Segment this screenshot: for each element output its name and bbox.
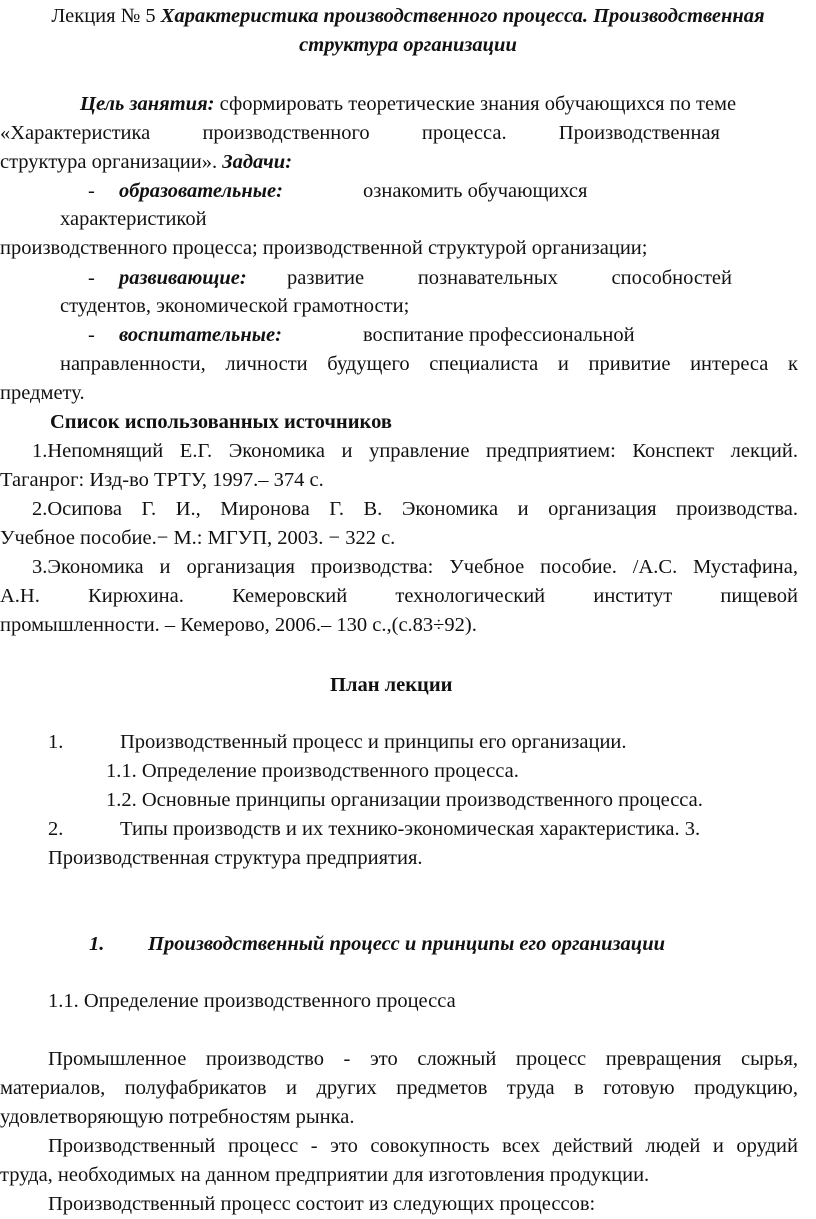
plan-item1-num: 1. bbox=[48, 731, 64, 753]
plan-sub2: 1.2. Основные принципы организации производственного процесса. bbox=[106, 789, 703, 811]
p1-line2: материалов, полуфабрикатов и других предметов труда в готовую продукцию, bbox=[0, 1077, 798, 1099]
lecture-header bbox=[0, 2, 816, 30]
tasks-label: Задачи: bbox=[222, 151, 293, 173]
plan-heading: План лекции bbox=[330, 674, 453, 696]
source2-line1: 2.Осипова Г. И., Миронова Г. В. Экономика и организация производства. bbox=[32, 498, 798, 520]
lecture-title-line2: структура организации bbox=[299, 34, 517, 56]
section1-title: Производственный процесс и принципы его организации bbox=[148, 933, 666, 955]
plan-item1-text: Производственный процесс и принципы его организации. bbox=[120, 731, 627, 753]
plan-item2-text: Типы производств и их технико-экономическая характеристика. 3. bbox=[120, 818, 701, 840]
task3-text1: воспитание профессиональной bbox=[363, 324, 635, 346]
plan-item2-num: 2. bbox=[48, 818, 64, 840]
source3-line2: А.Н. Кирюхина. Кемеровский технологический институт пищевой bbox=[0, 585, 798, 607]
p1-line1: Промышленное производство - это сложный процесс превращения сырья, bbox=[48, 1048, 798, 1070]
plan-sub1: 1.1. Определение производственного процесса. bbox=[106, 760, 519, 782]
task2-label: развивающие: bbox=[119, 267, 247, 289]
p2-line2: труда, необходимых на данном предприятии для изготовления продукции. bbox=[0, 1164, 650, 1186]
task3-label: воспитательные: bbox=[119, 324, 282, 346]
task2-text2: студентов, экономической грамотности; bbox=[60, 295, 410, 317]
goal-label: Цель занятия: bbox=[80, 93, 215, 115]
p2-line1: Производственный процесс - это совокупность всех действий людей и орудий bbox=[48, 1135, 798, 1157]
lecture-prefix: Лекция № 5 bbox=[51, 5, 161, 27]
task2-text1: развитие познавательных способностей bbox=[287, 267, 732, 289]
plan-item3-line: Производственная структура предприятия. bbox=[48, 847, 423, 869]
task1-text2: характеристикой bbox=[60, 208, 207, 230]
source3-line1: 3.Экономика и организация производства: Учебное пособие. /А.С. Мустафина, bbox=[32, 556, 798, 578]
task1-label: образовательные: bbox=[119, 180, 283, 202]
task1-text1: ознакомить обучающихся bbox=[363, 180, 588, 202]
goal-text: сформировать теоретические знания обучающихся по теме bbox=[214, 93, 737, 115]
task3-text3: предмету. bbox=[0, 382, 85, 404]
section1-num: 1. bbox=[89, 933, 105, 955]
lecture-title-line1: Характеристика производственного процесса. Производственная bbox=[160, 5, 765, 27]
goal-line3-text: структура организации». bbox=[0, 151, 223, 173]
goal-line3 bbox=[0, 148, 292, 176]
sources-heading: Список использованных источников bbox=[50, 411, 392, 433]
source3-line3: промышленности. – Кемерово, 2006.– 130 с.,(с.83÷92). bbox=[0, 614, 477, 636]
goal-line1 bbox=[80, 90, 736, 118]
task1-text3: производственного процесса; производственной структурой организации; bbox=[0, 237, 648, 259]
source2-line2: Учебное пособие.− М.: МГУП, 2003. − 322 с. bbox=[0, 527, 396, 549]
task3-text2: направленности, личности будущего специалиста и привитие интереса к bbox=[60, 353, 798, 375]
task2-dash: - bbox=[88, 267, 95, 289]
source1-line2: Таганрог: Изд-во ТРТУ, 1997.– 374 с. bbox=[0, 469, 324, 491]
p3-line1: Производственный процесс состоит из следующих процессов: bbox=[48, 1193, 596, 1215]
source1-line1: 1.Непомнящий Е.Г. Экономика и управление предприятием: Конспект лекций. bbox=[32, 440, 798, 462]
task3-dash: - bbox=[88, 324, 95, 346]
section1-subheading: 1.1. Определение производственного процесса bbox=[48, 990, 456, 1012]
p1-line3: удовлетворяющую потребностям рынка. bbox=[0, 1106, 355, 1128]
task1-dash: - bbox=[88, 180, 95, 202]
goal-line2: «Характеристика производственного процесса. Производственная bbox=[0, 122, 720, 144]
